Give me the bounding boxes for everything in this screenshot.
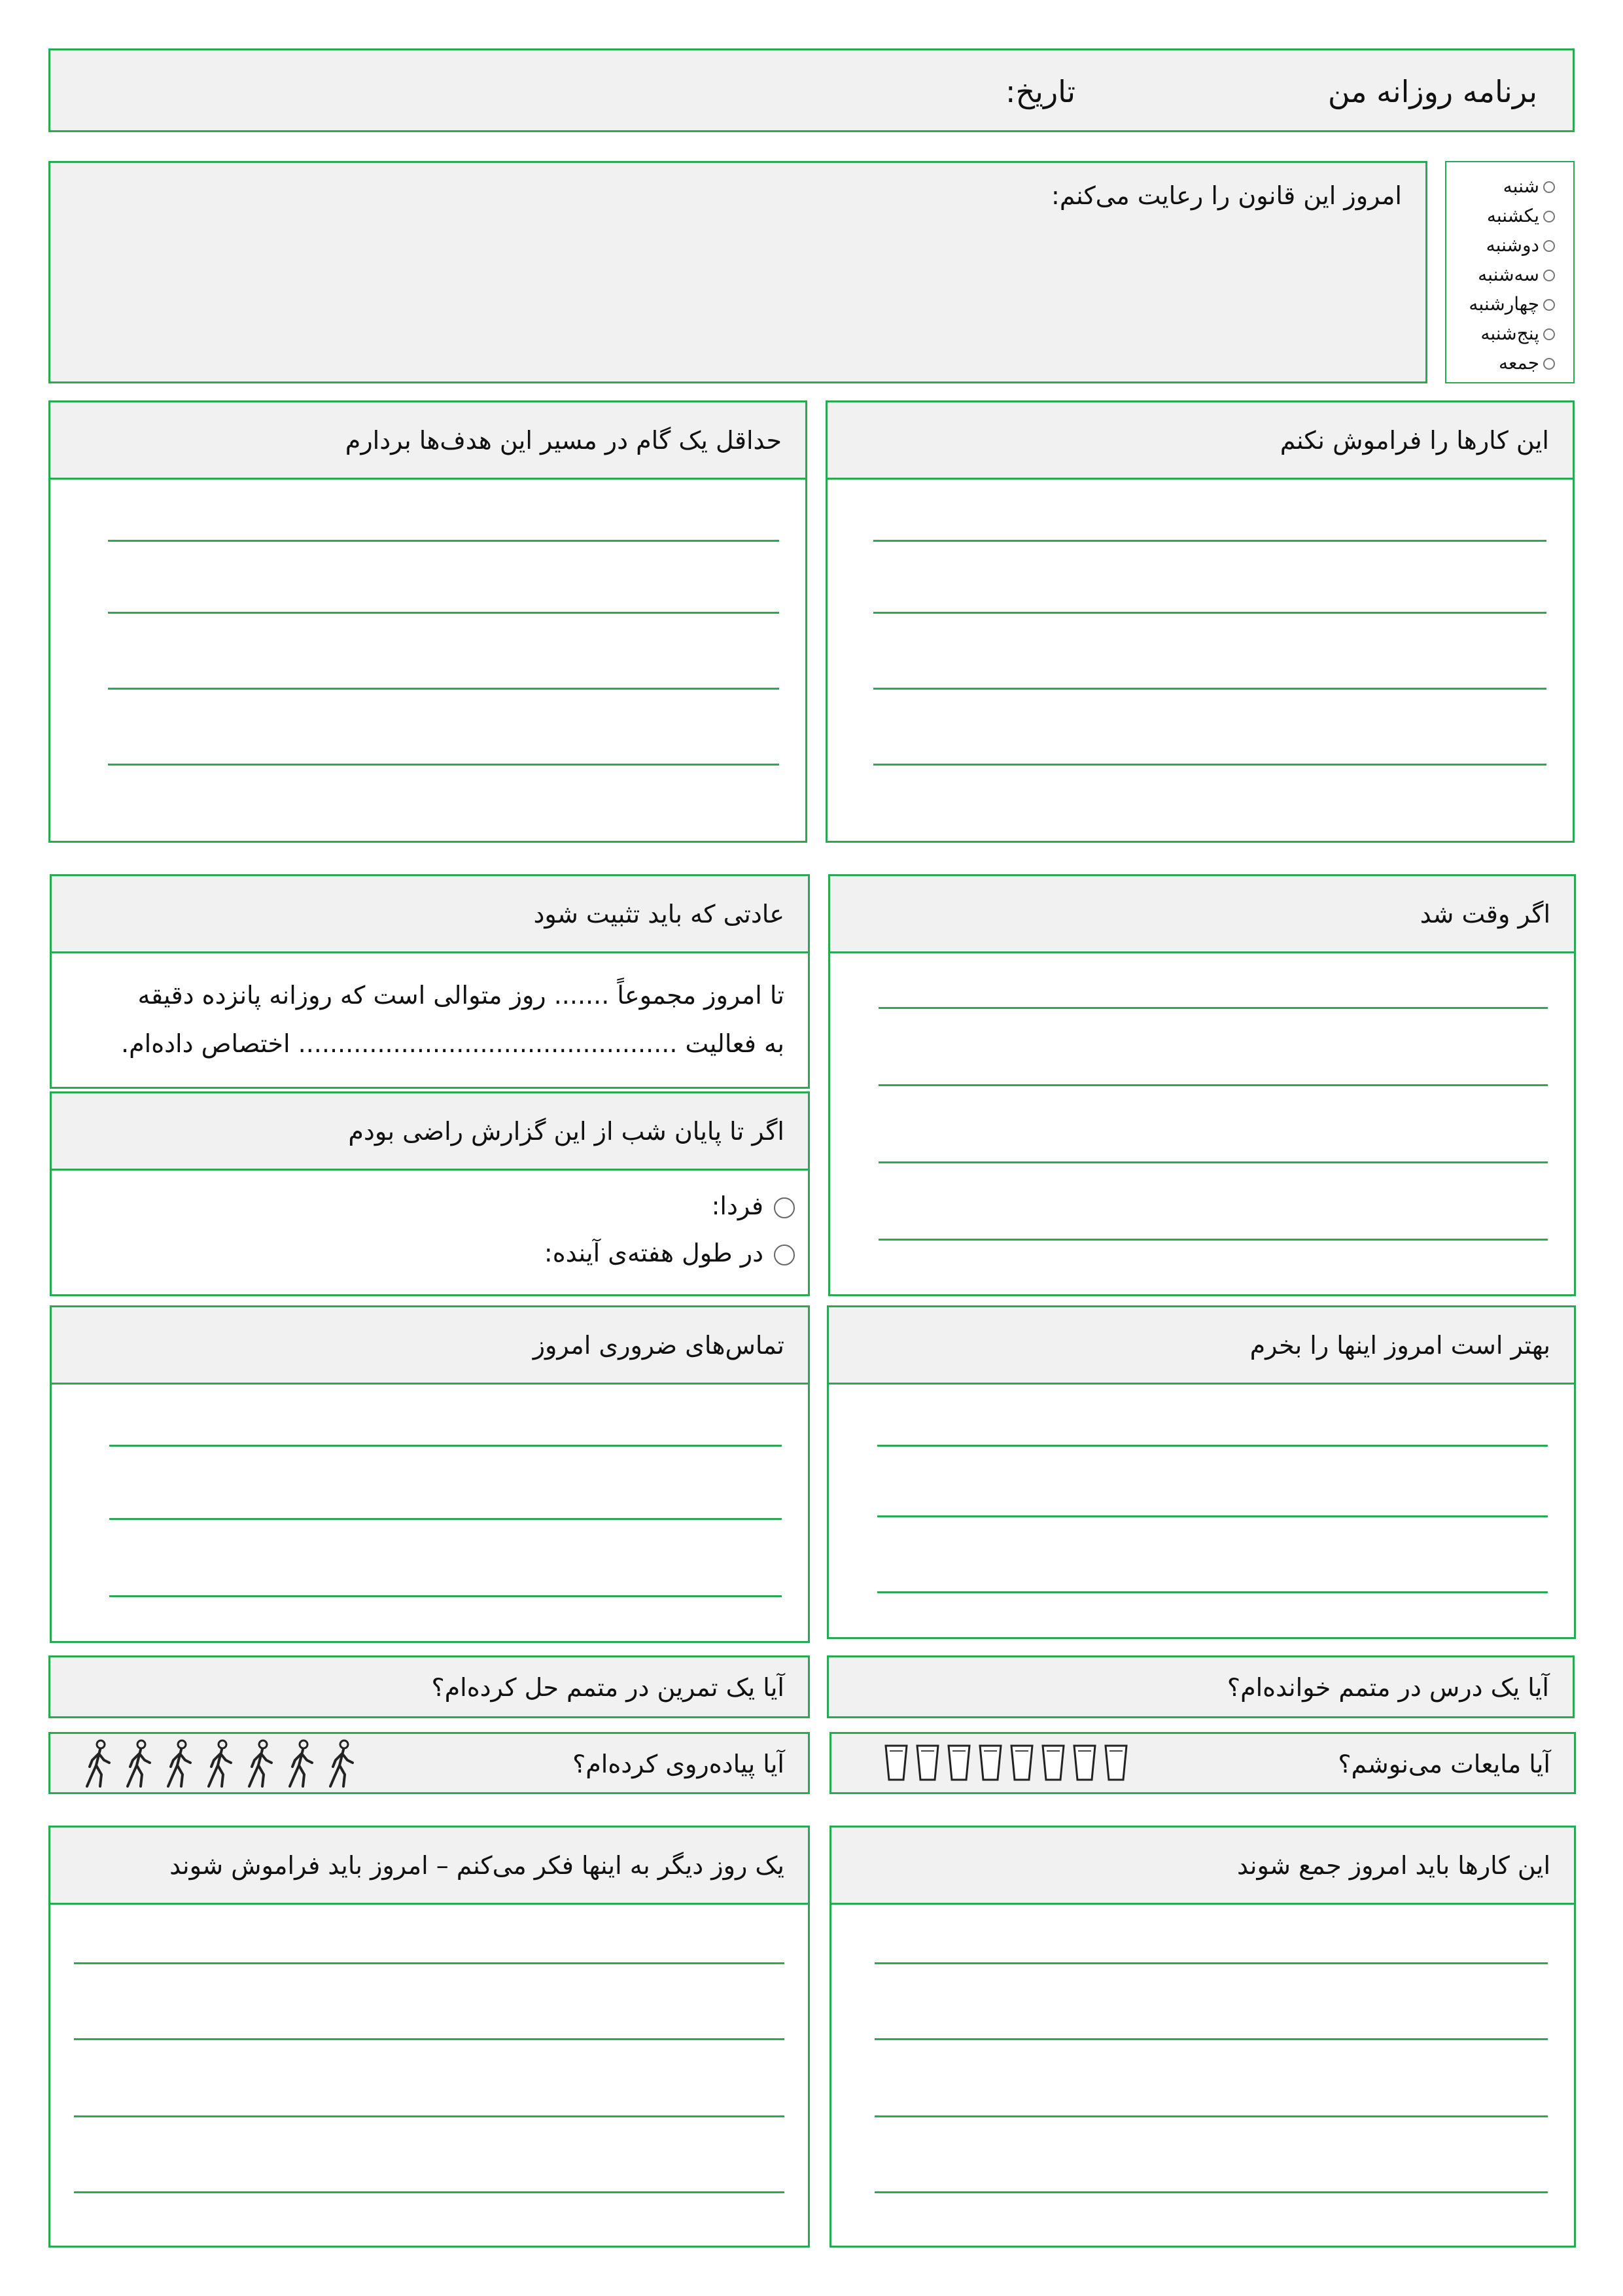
title-bar [48, 48, 1575, 132]
write-line[interactable] [879, 1084, 1548, 1086]
day-item[interactable]: یکشنبه [1469, 201, 1555, 230]
if-time-section [828, 874, 1576, 1296]
walk-question: آیا پیاده‌روی کرده‌ام؟ [572, 1750, 784, 1778]
exercise-row[interactable] [48, 1655, 810, 1718]
dont-forget-section [826, 400, 1575, 843]
habit-header: عادتی که باید تثبیت شود [52, 876, 808, 953]
day-item[interactable]: چهارشنبه [1469, 289, 1555, 319]
day-radio-icon[interactable] [1543, 270, 1555, 281]
write-line[interactable] [879, 1161, 1548, 1163]
cup-icon[interactable] [978, 1743, 1003, 1782]
cup-icon[interactable] [1104, 1743, 1128, 1782]
tomorrow-option[interactable]: فردا: [712, 1192, 795, 1220]
write-line[interactable] [108, 764, 779, 766]
write-line[interactable] [109, 1445, 782, 1447]
day-radio-icon[interactable] [1543, 328, 1555, 340]
exercise-question: آیا یک تمرین در متمم حل کرده‌ام؟ [431, 1673, 784, 1702]
write-line[interactable] [873, 764, 1546, 766]
lesson-question: آیا یک درس در متمم خوانده‌ام؟ [1227, 1673, 1549, 1702]
write-line[interactable] [875, 2038, 1548, 2040]
days-box [1445, 161, 1575, 383]
walk-row[interactable] [48, 1732, 810, 1794]
habit-text-line-2: به فعالیت ................................................ اختصاص داده‌ام. [121, 1029, 784, 1058]
write-line[interactable] [875, 2115, 1548, 2117]
days-list [1469, 171, 1555, 378]
cup-icon[interactable] [884, 1743, 909, 1782]
write-line[interactable] [873, 612, 1546, 614]
cup-icon[interactable] [1072, 1743, 1097, 1782]
habit-section [50, 874, 810, 1089]
rule-label: امروز این قانون را رعایت می‌کنم: [1051, 181, 1402, 210]
cup-icon[interactable] [947, 1743, 971, 1782]
buy-section [827, 1305, 1576, 1639]
write-line[interactable] [109, 1595, 782, 1597]
walking-person-icon[interactable] [164, 1739, 194, 1789]
satisfied-header: اگر تا پایان شب از این گزارش راضی بودم [52, 1093, 808, 1171]
day-item[interactable]: جمعه [1469, 348, 1555, 378]
day-item[interactable]: دوشنبه [1469, 230, 1555, 260]
next-week-option[interactable]: در طول هفته‌ی آینده: [544, 1239, 795, 1267]
write-line[interactable] [74, 1962, 784, 1964]
walking-person-icon[interactable] [83, 1739, 113, 1789]
write-line[interactable] [877, 1445, 1548, 1447]
page-title: برنامه روزانه من [1327, 74, 1537, 109]
collect-header: این کارها باید امروز جمع شوند [831, 1828, 1574, 1905]
day-radio-icon[interactable] [1543, 181, 1555, 193]
dont-forget-header: این کارها را فراموش نکنم [828, 402, 1573, 480]
calls-header: تماس‌های ضروری امروز [52, 1307, 808, 1385]
goal-step-header: حداقل یک گام در مسیر این هدف‌ها بردارم [50, 402, 805, 480]
another-day-section [48, 1826, 810, 2248]
goal-step-section [48, 400, 807, 843]
walking-person-icon[interactable] [205, 1739, 235, 1789]
lesson-row[interactable] [827, 1655, 1575, 1718]
day-radio-icon[interactable] [1543, 358, 1555, 370]
radio-icon[interactable] [774, 1197, 795, 1218]
walking-person-icon[interactable] [124, 1739, 154, 1789]
day-radio-icon[interactable] [1543, 299, 1555, 311]
day-radio-icon[interactable] [1543, 240, 1555, 252]
write-line[interactable] [74, 2115, 784, 2117]
write-line[interactable] [108, 612, 779, 614]
write-line[interactable] [873, 688, 1546, 690]
calls-section [50, 1305, 810, 1643]
write-line[interactable] [877, 1591, 1548, 1593]
habit-text-line-1: تا امروز مجموعاً ....... روز متوالی است که روزانه پانزده دقیقه [137, 981, 784, 1010]
walking-person-icon[interactable] [245, 1739, 275, 1789]
write-line[interactable] [879, 1239, 1548, 1241]
write-line[interactable] [879, 1007, 1548, 1009]
satisfied-section [50, 1091, 810, 1296]
buy-header: بهتر است امروز اینها را بخرم [829, 1307, 1574, 1385]
rule-box[interactable] [48, 161, 1427, 383]
day-item[interactable]: شنبه [1469, 171, 1555, 201]
cup-icon[interactable] [1041, 1743, 1066, 1782]
day-radio-icon[interactable] [1543, 211, 1555, 222]
fluids-question: آیا مایعات می‌نوشم؟ [1338, 1750, 1550, 1778]
collect-section [829, 1826, 1576, 2248]
date-label: تاریخ: [1005, 74, 1075, 109]
cup-icon[interactable] [1009, 1743, 1034, 1782]
walk-tracker [73, 1739, 357, 1792]
write-line[interactable] [875, 1962, 1548, 1964]
write-line[interactable] [109, 1518, 782, 1520]
fluids-row[interactable] [829, 1732, 1576, 1794]
write-line[interactable] [108, 540, 779, 542]
cup-icon[interactable] [915, 1743, 940, 1782]
write-line[interactable] [74, 2038, 784, 2040]
another-day-header: یک روز دیگر به اینها فکر می‌کنم – امروز باید فراموش شوند [50, 1828, 808, 1905]
walking-person-icon[interactable] [286, 1739, 316, 1789]
day-item[interactable]: پنج‌شنبه [1469, 319, 1555, 348]
cups-tracker [877, 1743, 1128, 1785]
if-time-header: اگر وقت شد [830, 876, 1574, 953]
radio-icon[interactable] [774, 1245, 795, 1265]
write-line[interactable] [873, 540, 1546, 542]
write-line[interactable] [877, 1515, 1548, 1517]
write-line[interactable] [875, 2191, 1548, 2193]
write-line[interactable] [74, 2191, 784, 2193]
day-item[interactable]: سه‌شنبه [1469, 260, 1555, 289]
walking-person-icon[interactable] [326, 1739, 357, 1789]
write-line[interactable] [108, 688, 779, 690]
